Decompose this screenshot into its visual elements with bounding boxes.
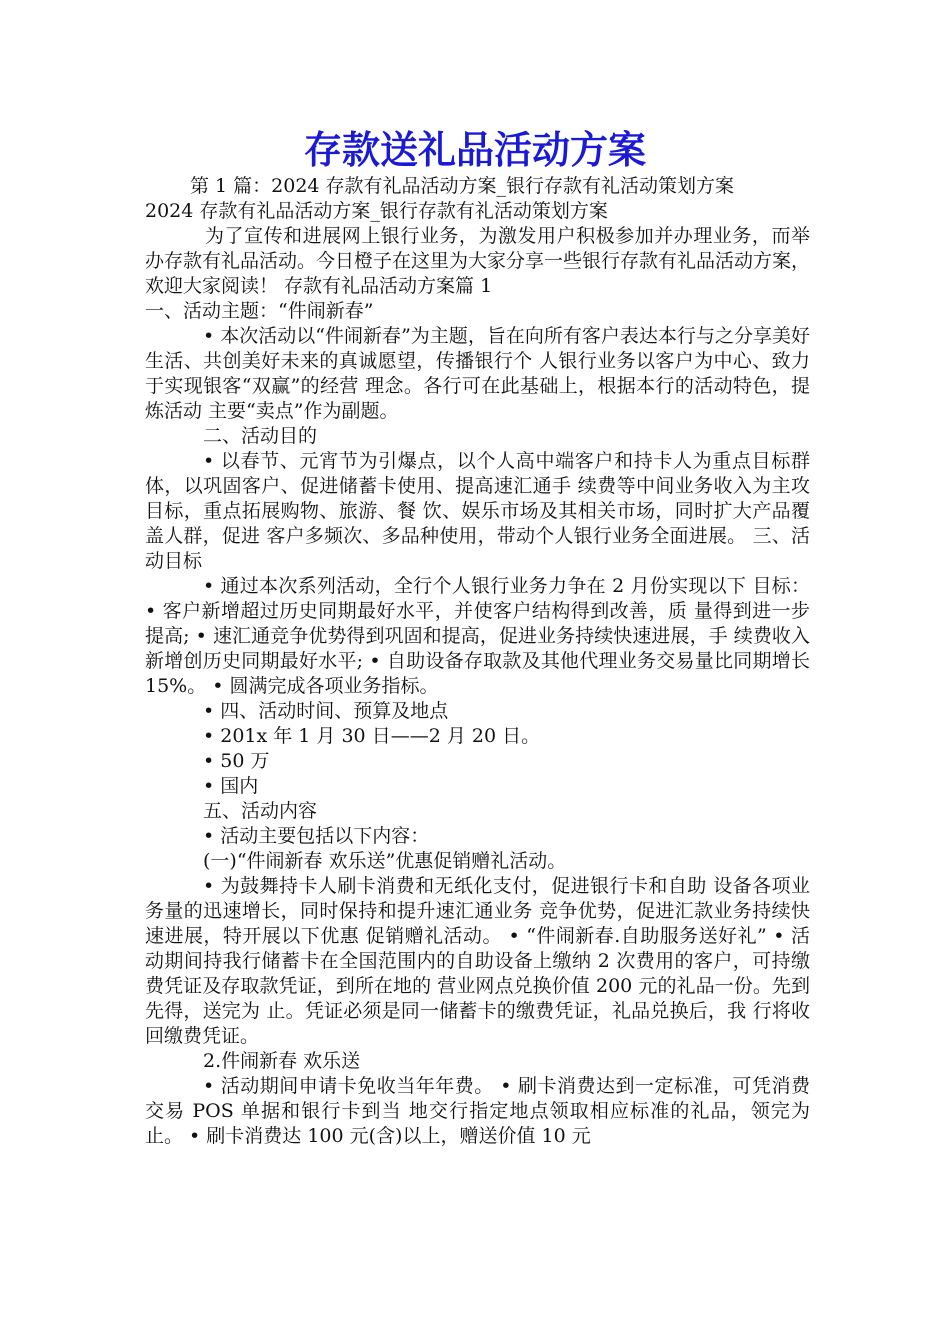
- body-paragraph: 一、活动主题：“件闹新春”: [145, 300, 374, 322]
- body-paragraph: • 活动主要包括以下内容：: [203, 825, 430, 847]
- body-paragraph: • 201x 年 1 月 30 日——2 月 20 日。: [203, 725, 541, 747]
- body-paragraph: (一)“件闹新春 欢乐送”优惠促销赠礼活动。: [203, 850, 567, 872]
- body-paragraph: • 本次活动以“件闹新春”为主题，旨在向所有客户表达本行与之分享美好生活、共创美好未来的真诚愿望，传播银行个 人银行业务以客户为中心、致力于实现银客“双赢”的经营 理念。各行可在此基础上，根据本行的活动特色，提炼活动 主要“卖点”作为副题。: [145, 325, 810, 422]
- body-paragraph: • 四、活动时间、预算及地点: [203, 700, 449, 722]
- body-paragraph: 为了宣传和进展网上银行业务，为激发用户积极参加并办理业务，而举办存款有礼品活动。今日橙子在这里为大家分享一些银行存款有礼品活动方案，欢迎大家阅读！ 存款有礼品活动方案篇 1: [145, 225, 811, 297]
- body-paragraph: 五、活动内容: [203, 800, 318, 822]
- body-paragraph: 2.件闹新春 欢乐送: [203, 1050, 361, 1072]
- body-paragraph: 二、活动目的: [203, 425, 318, 447]
- document-title: 存款送礼品活动方案: [303, 127, 646, 172]
- body-paragraph: • 国内: [203, 775, 259, 797]
- body-paragraph: • 为鼓舞持卡人刷卡消费和无纸化支付，促进银行卡和自助 设备各项业务量的迅速增长，同时保持和提升速汇通业务 竞争优势，促进汇款业务持续快速进展，特开展以下优惠 促销赠礼活动。 • “件闹新春.自助服务送好礼” • 活动期间持我行储蓄卡在全国范围内的自助设备上缴纳 2 次费用的客户，可持缴费凭证及存取款凭证，到所在地的 营业网点兑换价值 200 元的礼品一份。先到先得，送完为 止。凭证必须是同一储蓄卡的缴费凭证，礼品兑换后，我 行将收回缴费凭证。: [145, 875, 810, 1047]
- body-paragraph: • 以春节、元宵节为引爆点，以个人高中端客户和持卡人为重点目标群体，以巩固客户、促进储蓄卡使用、提高速汇通手 续费等中间业务收入为主攻目标，重点拓展购物、旅游、餐 饮、娱乐市场及其相关市场，同时扩大产品覆盖人群，促进 客户多频次、多品种使用，带动个人银行业务全面进展。 三、活动目标: [145, 450, 810, 572]
- body-paragraph: • 通过本次系列活动，全行个人银行业务力争在 2 月份实现以下 目标：• 客户新增超过历史同期最好水平，并使客户结构得到改善，质 量得到进一步提高; • 速汇通竞争优势得到巩固和提高，促进业务持续快速进展，手 续费收入新增创历史同期最好水平; • 自助设备存取款及其他代理业务交易量比同期增长 15%。 • 圆满完成各项业务指标。: [145, 575, 810, 697]
- body-paragraph: • 50 万: [203, 750, 270, 772]
- body-paragraph: 第 1 篇：2024 存款有礼品活动方案_银行存款有礼活动策划方案: [190, 175, 735, 197]
- body-paragraph: 2024 存款有礼品活动方案_银行存款有礼活动策划方案: [145, 200, 608, 222]
- document-body: [145, 174, 810, 1149]
- body-paragraph: • 活动期间申请卡免收当年年费。 • 刷卡消费达到一定标准，可凭消费交易 POS 单据和银行卡到当 地交行指定地点领取相应标准的礼品，领完为止。 • 刷卡消费达 100 元(含)以上，赠送价值 10 元: [145, 1075, 810, 1147]
